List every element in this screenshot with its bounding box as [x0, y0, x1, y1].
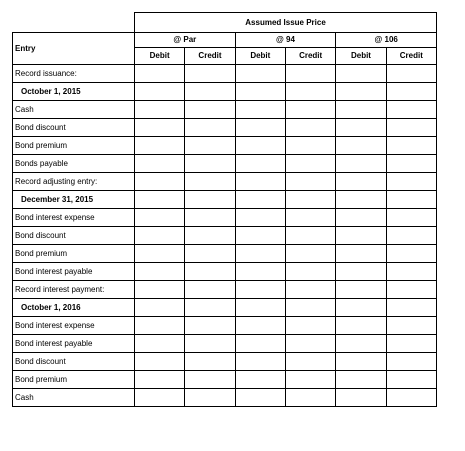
p106-debit-cell[interactable]: [336, 227, 386, 245]
table-row: [13, 317, 437, 335]
table-row: [13, 299, 437, 317]
p94-debit-cell[interactable]: [235, 299, 285, 317]
p106-debit-cell[interactable]: [336, 209, 386, 227]
p106-debit-cell[interactable]: [336, 353, 386, 371]
p106-debit-cell[interactable]: [336, 83, 386, 101]
entry-account-label: Record adjusting entry:: [13, 173, 135, 191]
entry-date-label: December 31, 2015: [13, 191, 135, 209]
p94-credit-cell[interactable]: [285, 263, 335, 281]
table-row: [13, 155, 437, 173]
par-debit-cell[interactable]: [135, 101, 185, 119]
entry-account-label: Bond discount: [13, 227, 135, 245]
table-row: [13, 227, 437, 245]
table-row: [13, 245, 437, 263]
p106-debit-cell[interactable]: [336, 317, 386, 335]
par-credit-cell[interactable]: [185, 335, 235, 353]
entry-account-label: Record interest payment:: [13, 281, 135, 299]
par-credit-cell[interactable]: [185, 209, 235, 227]
p106-credit-cell[interactable]: [386, 281, 436, 299]
par-credit-cell[interactable]: [185, 353, 235, 371]
par-credit-cell[interactable]: [185, 119, 235, 137]
p94-credit-cell[interactable]: [285, 227, 335, 245]
par-credit-cell[interactable]: [185, 191, 235, 209]
entry-account-label: Bond discount: [13, 353, 135, 371]
entry-account-label: Bond interest expense: [13, 209, 135, 227]
p106-debit-cell[interactable]: [336, 299, 386, 317]
table-row: [13, 371, 437, 389]
entry-account-label: Cash: [13, 101, 135, 119]
p94-credit-cell[interactable]: [285, 155, 335, 173]
p94-credit-cell[interactable]: [285, 173, 335, 191]
par-credit-cell[interactable]: [185, 317, 235, 335]
p106-credit-cell[interactable]: [386, 119, 436, 137]
p94-credit-header: Credit: [285, 48, 335, 65]
p106-credit-cell[interactable]: [386, 263, 436, 281]
header-corner: [13, 13, 135, 33]
entry-account-label: Bonds payable: [13, 155, 135, 173]
par-debit-cell[interactable]: [135, 335, 185, 353]
p106-debit-cell[interactable]: [336, 191, 386, 209]
table-row: [13, 119, 437, 137]
p94-debit-cell[interactable]: [235, 281, 285, 299]
entry-account-label: Bond interest payable: [13, 263, 135, 281]
p94-debit-cell[interactable]: [235, 317, 285, 335]
table-row: [13, 83, 437, 101]
p94-debit-cell[interactable]: [235, 227, 285, 245]
table-row: [13, 101, 437, 119]
par-debit-cell[interactable]: [135, 245, 185, 263]
par-credit-cell[interactable]: [185, 389, 235, 407]
par-credit-cell[interactable]: [185, 155, 235, 173]
par-debit-cell[interactable]: [135, 65, 185, 83]
p94-credit-cell[interactable]: [285, 191, 335, 209]
par-credit-cell[interactable]: [185, 299, 235, 317]
par-debit-cell[interactable]: [135, 173, 185, 191]
p94-debit-header: Debit: [235, 48, 285, 65]
p94-credit-cell[interactable]: [285, 353, 335, 371]
par-credit-cell[interactable]: [185, 227, 235, 245]
p106-credit-cell[interactable]: [386, 83, 436, 101]
p94-credit-cell[interactable]: [285, 65, 335, 83]
table-row: [13, 281, 437, 299]
p94-credit-cell[interactable]: [285, 101, 335, 119]
p106-credit-cell[interactable]: [386, 335, 436, 353]
p94-credit-cell[interactable]: [285, 317, 335, 335]
entry-account-label: Bond interest payable: [13, 335, 135, 353]
entry-column-header: Entry: [13, 33, 135, 65]
p106-credit-cell[interactable]: [386, 245, 436, 263]
p106-debit-cell[interactable]: [336, 119, 386, 137]
par-debit-cell[interactable]: [135, 389, 185, 407]
p106-debit-cell[interactable]: [336, 155, 386, 173]
journal-entry-table: [12, 12, 437, 407]
par-credit-cell[interactable]: [185, 65, 235, 83]
p94-debit-cell[interactable]: [235, 65, 285, 83]
entry-account-label: Bond discount: [13, 119, 135, 137]
p106-credit-cell[interactable]: [386, 191, 436, 209]
par-credit-cell[interactable]: [185, 281, 235, 299]
p94-debit-cell[interactable]: [235, 389, 285, 407]
p106-credit-cell[interactable]: [386, 155, 436, 173]
table-row: [13, 389, 437, 407]
p106-credit-cell[interactable]: [386, 299, 436, 317]
p94-credit-cell[interactable]: [285, 389, 335, 407]
p106-debit-cell[interactable]: [336, 263, 386, 281]
price-header-94: @ 94: [235, 33, 336, 48]
p106-credit-cell[interactable]: [386, 101, 436, 119]
p94-debit-cell[interactable]: [235, 119, 285, 137]
par-credit-cell[interactable]: [185, 83, 235, 101]
p94-credit-cell[interactable]: [285, 245, 335, 263]
table-row: [13, 191, 437, 209]
entry-account-label: Record issuance:: [13, 65, 135, 83]
assumed-issue-price-header: Assumed Issue Price: [135, 13, 437, 33]
par-credit-cell[interactable]: [185, 245, 235, 263]
p106-debit-cell[interactable]: [336, 173, 386, 191]
entry-account-label: Bond interest expense: [13, 317, 135, 335]
par-debit-cell[interactable]: [135, 191, 185, 209]
header-row-assumed: [13, 13, 437, 33]
p106-debit-cell[interactable]: [336, 389, 386, 407]
price-header-par: @ Par: [135, 33, 236, 48]
p94-credit-cell[interactable]: [285, 281, 335, 299]
p106-credit-cell[interactable]: [386, 137, 436, 155]
entry-account-label: Cash: [13, 389, 135, 407]
header-row-prices: [13, 33, 437, 48]
p106-debit-cell[interactable]: [336, 101, 386, 119]
p106-debit-header: Debit: [336, 48, 386, 65]
par-credit-cell[interactable]: [185, 101, 235, 119]
p94-debit-cell[interactable]: [235, 371, 285, 389]
p94-debit-cell[interactable]: [235, 83, 285, 101]
p106-credit-cell[interactable]: [386, 371, 436, 389]
p94-debit-cell[interactable]: [235, 245, 285, 263]
entry-account-label: Bond premium: [13, 371, 135, 389]
p106-debit-cell[interactable]: [336, 281, 386, 299]
p106-debit-cell[interactable]: [336, 335, 386, 353]
entry-date-label: October 1, 2015: [13, 83, 135, 101]
par-debit-cell[interactable]: [135, 299, 185, 317]
p94-credit-cell[interactable]: [285, 299, 335, 317]
table-row: [13, 263, 437, 281]
p94-debit-cell[interactable]: [235, 209, 285, 227]
p94-credit-cell[interactable]: [285, 209, 335, 227]
p94-credit-cell[interactable]: [285, 83, 335, 101]
price-header-106: @ 106: [336, 33, 437, 48]
table-row: [13, 209, 437, 227]
par-debit-cell[interactable]: [135, 209, 185, 227]
entry-account-label: Bond premium: [13, 245, 135, 263]
p106-credit-cell[interactable]: [386, 317, 436, 335]
p106-credit-cell[interactable]: [386, 227, 436, 245]
p94-debit-cell[interactable]: [235, 101, 285, 119]
p106-debit-cell[interactable]: [336, 245, 386, 263]
p94-debit-cell[interactable]: [235, 263, 285, 281]
table-row: [13, 335, 437, 353]
p106-credit-cell[interactable]: [386, 65, 436, 83]
p94-debit-cell[interactable]: [235, 191, 285, 209]
par-debit-cell[interactable]: [135, 263, 185, 281]
par-debit-cell[interactable]: [135, 353, 185, 371]
p106-credit-cell[interactable]: [386, 173, 436, 191]
p106-credit-cell[interactable]: [386, 353, 436, 371]
par-debit-cell[interactable]: [135, 83, 185, 101]
par-debit-cell[interactable]: [135, 317, 185, 335]
p94-debit-cell[interactable]: [235, 137, 285, 155]
p94-debit-cell[interactable]: [235, 353, 285, 371]
p94-debit-cell[interactable]: [235, 155, 285, 173]
p94-credit-cell[interactable]: [285, 335, 335, 353]
p106-credit-header: Credit: [386, 48, 436, 65]
par-debit-cell[interactable]: [135, 281, 185, 299]
p106-credit-cell[interactable]: [386, 209, 436, 227]
table-row: [13, 65, 437, 83]
table-row: [13, 173, 437, 191]
par-debit-header: Debit: [135, 48, 185, 65]
p106-debit-cell[interactable]: [336, 65, 386, 83]
par-credit-cell[interactable]: [185, 263, 235, 281]
table-row: [13, 137, 437, 155]
par-credit-cell[interactable]: [185, 173, 235, 191]
p106-debit-cell[interactable]: [336, 371, 386, 389]
p94-debit-cell[interactable]: [235, 335, 285, 353]
par-credit-cell[interactable]: [185, 371, 235, 389]
p106-debit-cell[interactable]: [336, 137, 386, 155]
table-row: [13, 353, 437, 371]
par-credit-cell[interactable]: [185, 137, 235, 155]
entry-account-label: Bond premium: [13, 137, 135, 155]
par-credit-header: Credit: [185, 48, 235, 65]
p94-credit-cell[interactable]: [285, 137, 335, 155]
journal-body: [13, 65, 437, 407]
p94-debit-cell[interactable]: [235, 173, 285, 191]
par-debit-cell[interactable]: [135, 155, 185, 173]
p106-credit-cell[interactable]: [386, 389, 436, 407]
entry-date-label: October 1, 2016: [13, 299, 135, 317]
par-debit-cell[interactable]: [135, 371, 185, 389]
p94-credit-cell[interactable]: [285, 119, 335, 137]
par-debit-cell[interactable]: [135, 137, 185, 155]
par-debit-cell[interactable]: [135, 119, 185, 137]
p94-credit-cell[interactable]: [285, 371, 335, 389]
par-debit-cell[interactable]: [135, 227, 185, 245]
